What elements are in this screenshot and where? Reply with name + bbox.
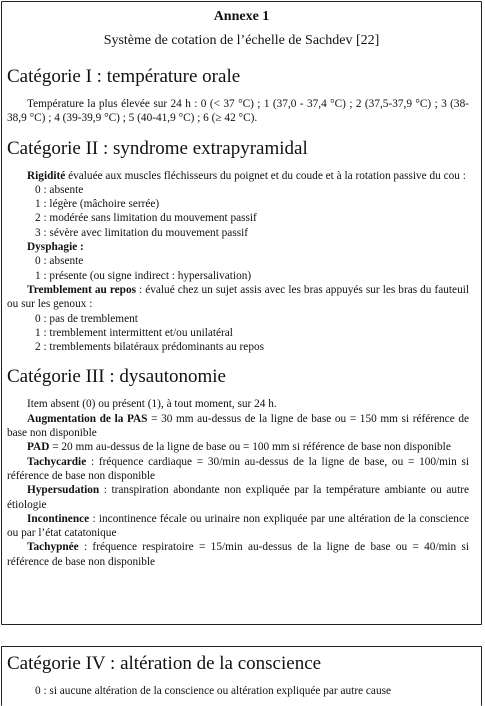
category-4-box <box>1 646 482 706</box>
dysphagie-item: 1 : présente (ou signe indirect : hypersalivation) <box>35 269 252 282</box>
annex-box <box>1 1 482 625</box>
tremblement-item: 1 : tremblement intermittent et/ou unilatéral <box>35 326 233 339</box>
dysautonomie-item <box>7 512 469 541</box>
item-label: Tachypnée <box>27 541 79 554</box>
category-1-text: Température la plus élevée sur 24 h : 0 (< 37 °C) ; 1 (37,0 - 37,4 °C) ; 2 (37,5-37,9 °C) ; 3 (38-38,9 °C) ; 4 (39-39,9 °C) ; 5 (40-41,9 °C) ; 6 (≥ 42 °C). <box>7 98 469 125</box>
category-3-intro: Item absent (0) ou présent (1), à tout moment, sur 24 h. <box>27 398 277 411</box>
tremblement-text: : évalué chez un sujet assis avec les bras appuyés sur les bras du fauteuil ou sur les genoux : <box>7 283 469 311</box>
rigidite-text: évaluée aux muscles fléchisseurs du poignet et du coude et à la rotation passive du cou : <box>65 169 466 182</box>
item-text: : fréquence cardiaque = 30/min au-dessus de la ligne de base, ou = 100/min si référence de base non disponible <box>7 455 469 482</box>
dysautonomie-item <box>7 483 469 512</box>
item-text: = 20 mm au-dessus de la ligne de base ou = 100 mm si référence de base non disponible <box>49 441 451 454</box>
category-1-heading: Catégorie I : température orale <box>7 66 241 87</box>
conscience-item: 0 : si aucune altération de la conscience ou altération expliquée par autre cause <box>35 685 392 697</box>
item-text: : incontinence fécale ou urinaire non expliquée par une altération de la conscience ou par l’état catatonique <box>7 512 469 540</box>
rigidite-paragraph <box>7 169 469 183</box>
category-2-body <box>2 169 481 355</box>
dysautonomie-item <box>7 455 469 484</box>
dysautonomie-item <box>7 412 469 441</box>
category-3-body <box>2 397 481 569</box>
item-label: Hypersudation <box>27 484 100 497</box>
annex-title: Annexe 1 <box>213 9 270 24</box>
item-label: Augmentation de la PAS <box>27 412 148 425</box>
item-text: = 30 mm au-dessus de la ligne de base ou = 150 mm si référence de base non disponible <box>7 412 469 440</box>
item-label: Incontinence <box>27 512 90 525</box>
dysautonomie-item <box>7 540 469 569</box>
tremblement-item: 0 : pas de tremblement <box>35 312 138 325</box>
rigidite-item: 2 : modérée sans limitation du mouvement passif <box>35 212 257 225</box>
rigidite-item: 1 : légère (mâchoire serrée) <box>35 198 160 211</box>
dysautonomie-item <box>7 440 469 454</box>
rigidite-item: 3 : sévère avec limitation du mouvement passif <box>35 226 249 239</box>
category-4-heading: Catégorie IV : altération de la conscience <box>7 653 322 674</box>
item-text: : transpiration abondante non expliquée par la température ambiante ou autre étiologie <box>7 484 469 511</box>
rigidite-item: 0 : absente <box>35 183 84 196</box>
category-2-heading: Catégorie II : syndrome extrapyramidal <box>7 137 308 159</box>
tremblement-paragraph <box>7 283 469 312</box>
tremblement-item: 2 : tremblements bilatéraux prédominants au repos <box>35 341 265 354</box>
dysphagie-label: Dysphagie : <box>27 241 84 254</box>
tremblement-label: Tremblement au repos <box>27 283 137 296</box>
item-label: Tachycardie <box>27 455 87 468</box>
dysphagie-item: 0 : absente <box>35 255 84 268</box>
annex-subtitle: Système de cotation de l’échelle de Sachdev [22] <box>103 33 380 48</box>
category-3-heading: Catégorie III : dysautonomie <box>7 366 226 388</box>
item-text: : fréquence respiratoire = 15/min au-dessus de la ligne de base ou = 40/min si référence de base non disponible <box>7 541 469 568</box>
rigidite-label: Rigidité <box>27 169 66 182</box>
item-label: PAD <box>27 441 50 454</box>
